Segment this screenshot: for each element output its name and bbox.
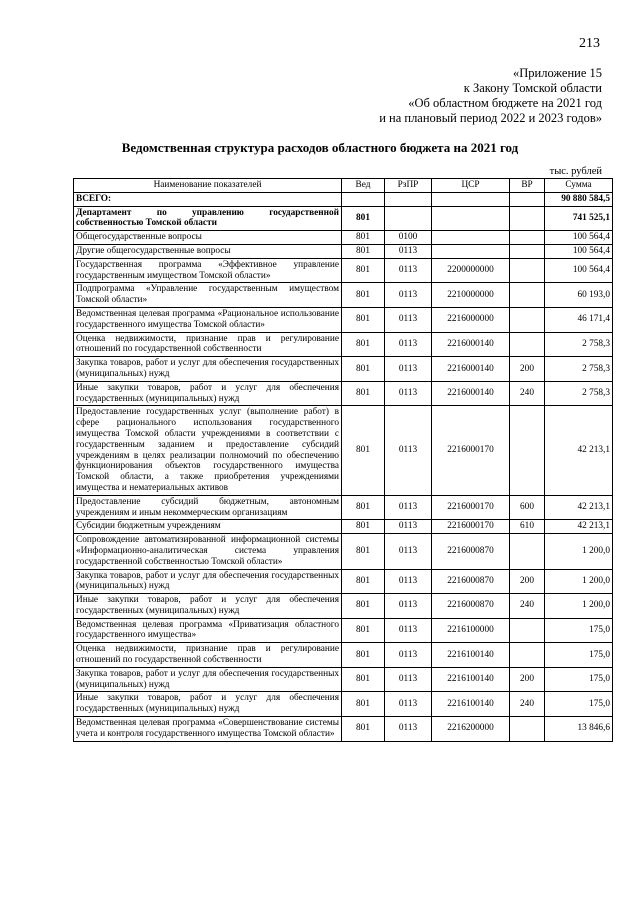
table-cell-sum: 42 213,1 (545, 495, 613, 520)
table-cell-name: Государственная программа «Эффективное управление государственным имуществом Томской области» (74, 258, 342, 283)
table-cell-sum: 175,0 (545, 643, 613, 668)
table-cell-vr: 240 (510, 594, 545, 619)
table-cell-ved: 801 (342, 618, 385, 643)
table-cell-vr (510, 307, 545, 332)
table-cell-sum: 13 846,6 (545, 717, 613, 742)
appendix-line: «Приложение 15 (513, 66, 602, 80)
table-cell-rzpr: 0113 (385, 258, 432, 283)
header-csr: ЦСР (432, 179, 510, 193)
table-row (74, 258, 613, 283)
table-cell-vr: 610 (510, 520, 545, 534)
table-cell-sum: 100 564,4 (545, 258, 613, 283)
table-row (74, 244, 613, 258)
table-cell-vr (510, 717, 545, 742)
table-cell-ved (342, 192, 385, 206)
table-cell-ved: 801 (342, 406, 385, 495)
table-cell-ved: 801 (342, 692, 385, 717)
table-cell-name: Иные закупки товаров, работ и услуг для обеспечения государственных (муниципальных) нужд (74, 692, 342, 717)
table-row (74, 692, 613, 717)
table-cell-ved: 801 (342, 283, 385, 308)
table-cell-csr: 2216000870 (432, 534, 510, 569)
table-cell-ved: 801 (342, 258, 385, 283)
table-cell-csr (432, 231, 510, 245)
header-rzpr: РзПР (385, 179, 432, 193)
table-row (74, 283, 613, 308)
table-cell-vr (510, 283, 545, 308)
table-cell-vr: 200 (510, 667, 545, 692)
table-cell-name: Оценка недвижимости, признание прав и регулирование отношений по государственной собственности (74, 332, 342, 357)
table-cell-name: Общегосударственные вопросы (74, 231, 342, 245)
table-row (74, 307, 613, 332)
document-title: Ведомственная структура расходов областного бюджета на 2021 год (121, 140, 519, 155)
table-cell-name: Закупка товаров, работ и услуг для обеспечения государственных (муниципальных) нужд (74, 357, 342, 382)
table-cell-csr (432, 206, 510, 231)
appendix-line: и на плановый период 2022 и 2023 годов» (379, 111, 602, 125)
appendix-line: к Закону Томской области (463, 81, 602, 95)
table-cell-ved: 801 (342, 520, 385, 534)
table-cell-vr (510, 231, 545, 245)
table-row (74, 206, 613, 231)
table-row (74, 381, 613, 406)
table-cell-ved: 801 (342, 569, 385, 594)
table-cell-sum: 1 200,0 (545, 534, 613, 569)
table-cell-name: ВСЕГО: (74, 192, 342, 206)
table-cell-rzpr: 0113 (385, 406, 432, 495)
table-cell-rzpr: 0113 (385, 307, 432, 332)
table-cell-vr (510, 406, 545, 495)
table-cell-rzpr: 0113 (385, 283, 432, 308)
table-cell-rzpr (385, 192, 432, 206)
table-cell-rzpr: 0113 (385, 495, 432, 520)
table-cell-rzpr: 0113 (385, 534, 432, 569)
header-name: Наименование показателей (74, 179, 342, 193)
table-cell-rzpr: 0113 (385, 618, 432, 643)
table-cell-ved: 801 (342, 667, 385, 692)
table-cell-rzpr: 0113 (385, 381, 432, 406)
table-row (74, 717, 613, 742)
table-cell-sum: 1 200,0 (545, 594, 613, 619)
table-cell-rzpr (385, 206, 432, 231)
table-cell-rzpr: 0113 (385, 667, 432, 692)
expenditure-table (73, 178, 613, 742)
table-cell-sum: 175,0 (545, 692, 613, 717)
table-cell-name: Закупка товаров, работ и услуг для обеспечения государственных (муниципальных) нужд (74, 667, 342, 692)
table-cell-vr (510, 643, 545, 668)
table-cell-sum: 741 525,1 (545, 206, 613, 231)
table-cell-rzpr: 0113 (385, 357, 432, 382)
table-row (74, 520, 613, 534)
table-cell-vr: 240 (510, 381, 545, 406)
table-cell-ved: 801 (342, 594, 385, 619)
appendix-line: «Об областном бюджете на 2021 год (408, 96, 602, 110)
table-cell-csr (432, 244, 510, 258)
units-label: тыс. рублей (549, 166, 602, 177)
table-cell-sum: 1 200,0 (545, 569, 613, 594)
appendix-block (379, 66, 602, 126)
table-cell-sum: 2 758,3 (545, 332, 613, 357)
table-cell-csr: 2216000870 (432, 594, 510, 619)
table-row (74, 569, 613, 594)
table-cell-sum: 175,0 (545, 618, 613, 643)
table-cell-sum: 42 213,1 (545, 406, 613, 495)
table-row (74, 594, 613, 619)
table-cell-vr (510, 618, 545, 643)
table-cell-vr: 200 (510, 357, 545, 382)
table-cell-ved: 801 (342, 231, 385, 245)
table-cell-vr: 600 (510, 495, 545, 520)
table-cell-csr: 2216100140 (432, 643, 510, 668)
table-cell-sum: 90 880 584,5 (545, 192, 613, 206)
table-cell-ved: 801 (342, 206, 385, 231)
table-row (74, 643, 613, 668)
table-cell-csr: 2216000140 (432, 381, 510, 406)
table-row (74, 406, 613, 495)
table-cell-rzpr: 0113 (385, 594, 432, 619)
table-row (74, 231, 613, 245)
table-cell-rzpr: 0113 (385, 643, 432, 668)
table-cell-csr: 2216000140 (432, 357, 510, 382)
table-cell-name: Департамент по управлению государственной собственностью Томской области (74, 206, 342, 231)
table-cell-name: Предоставление государственных услуг (выполнение работ) в сфере рационального использования государственного имущества Томской области учреждениями в соответствии с государственным заданием и предоставление субсидий учреждениям в целях реализации полномочий по обеспечению функционирования объектов государственного имущества Томской области, а также приобретения учреждениями имущества и нематериальных активов (74, 406, 342, 495)
table-cell-rzpr: 0113 (385, 692, 432, 717)
table-cell-ved: 801 (342, 534, 385, 569)
table-cell-name: Ведомственная целевая программа «Рациональное использование государственного имущества Томской области» (74, 307, 342, 332)
table-cell-ved: 801 (342, 307, 385, 332)
table-cell-vr (510, 206, 545, 231)
table-cell-ved: 801 (342, 357, 385, 382)
table-cell-ved: 801 (342, 244, 385, 258)
table-row (74, 357, 613, 382)
table-cell-sum: 2 758,3 (545, 381, 613, 406)
table-row (74, 192, 613, 206)
table-cell-vr (510, 332, 545, 357)
table-body (74, 192, 613, 741)
table-cell-csr: 2216000170 (432, 520, 510, 534)
table-cell-rzpr: 0113 (385, 520, 432, 534)
table-cell-name: Закупка товаров, работ и услуг для обеспечения государственных (муниципальных) нужд (74, 569, 342, 594)
table-cell-ved: 801 (342, 643, 385, 668)
table-cell-csr: 2216100000 (432, 618, 510, 643)
table-cell-vr (510, 244, 545, 258)
table-cell-csr: 2216100140 (432, 667, 510, 692)
table-cell-ved: 801 (342, 717, 385, 742)
table-cell-name: Иные закупки товаров, работ и услуг для обеспечения государственных (муниципальных) нужд (74, 381, 342, 406)
table-cell-ved: 801 (342, 495, 385, 520)
table-cell-ved: 801 (342, 332, 385, 357)
table-cell-sum: 42 213,1 (545, 520, 613, 534)
table-cell-csr: 2216000170 (432, 495, 510, 520)
table-cell-csr (432, 192, 510, 206)
table-row (74, 667, 613, 692)
table-cell-sum: 100 564,4 (545, 231, 613, 245)
table-row (74, 618, 613, 643)
table-cell-rzpr: 0113 (385, 244, 432, 258)
table-cell-name: Субсидии бюджетным учреждениям (74, 520, 342, 534)
table-cell-name: Сопровождение автоматизированной информационной системы «Информационно-аналитическая система управления государственной собственностью Томской области» (74, 534, 342, 569)
table-row (74, 332, 613, 357)
table-cell-csr: 2216100140 (432, 692, 510, 717)
table-cell-csr: 2216000140 (432, 332, 510, 357)
table-cell-name: Ведомственная целевая программа «Приватизация областного государственного имущества» (74, 618, 342, 643)
table-cell-csr: 2216000870 (432, 569, 510, 594)
header-vr: ВР (510, 179, 545, 193)
table-cell-name: Оценка недвижимости, признание прав и регулирование отношений по государственной собственности (74, 643, 342, 668)
table-cell-rzpr: 0113 (385, 332, 432, 357)
table-cell-vr (510, 258, 545, 283)
table-cell-csr: 2216200000 (432, 717, 510, 742)
table-cell-name: Подпрограмма «Управление государственным имуществом Томской области» (74, 283, 342, 308)
table-row (74, 495, 613, 520)
table-cell-vr: 200 (510, 569, 545, 594)
table-cell-name: Предоставление субсидий бюджетным, автономным учреждениям и иным некоммерческим организациям (74, 495, 342, 520)
table-cell-csr: 2210000000 (432, 283, 510, 308)
table-cell-rzpr: 0113 (385, 569, 432, 594)
table-cell-name: Другие общегосударственные вопросы (74, 244, 342, 258)
table-cell-sum: 175,0 (545, 667, 613, 692)
table-cell-sum: 60 193,0 (545, 283, 613, 308)
table-cell-csr: 2216000170 (432, 406, 510, 495)
page-number: 213 (579, 36, 600, 51)
table-cell-vr (510, 534, 545, 569)
table-cell-csr: 2216000000 (432, 307, 510, 332)
table-cell-sum: 100 564,4 (545, 244, 613, 258)
table-cell-sum: 2 758,3 (545, 357, 613, 382)
table-cell-vr: 240 (510, 692, 545, 717)
table-cell-name: Иные закупки товаров, работ и услуг для обеспечения государственных (муниципальных) нужд (74, 594, 342, 619)
header-ved: Вед (342, 179, 385, 193)
table-cell-ved: 801 (342, 381, 385, 406)
table-row (74, 534, 613, 569)
header-sum: Сумма (545, 179, 613, 193)
table-cell-rzpr: 0113 (385, 717, 432, 742)
table-cell-name: Ведомственная целевая программа «Совершенствование системы учета и контроля государственного имущества Томской области» (74, 717, 342, 742)
table-cell-rzpr: 0100 (385, 231, 432, 245)
table-cell-csr: 2200000000 (432, 258, 510, 283)
table-cell-sum: 46 171,4 (545, 307, 613, 332)
table-cell-vr (510, 192, 545, 206)
table-header-row (74, 179, 613, 193)
